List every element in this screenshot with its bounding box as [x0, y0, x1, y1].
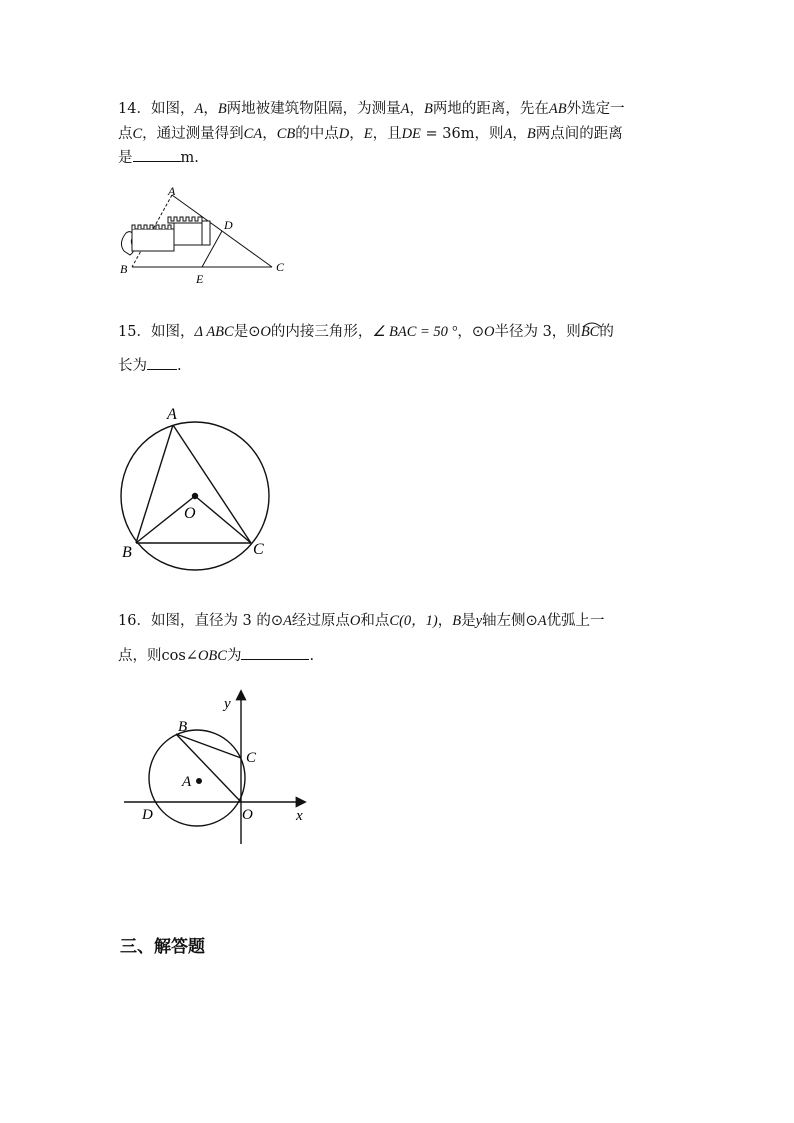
- label-B: B: [178, 719, 188, 735]
- q15-line-2: 长为 .: [118, 355, 182, 376]
- q16-answer-blank: [241, 645, 309, 660]
- label-B: B: [120, 262, 128, 276]
- segment-BC: [176, 734, 241, 758]
- label-A: A: [168, 184, 176, 198]
- label-C: C: [253, 541, 264, 558]
- q15-figure: [110, 400, 285, 570]
- label-A: A: [167, 406, 177, 423]
- label-x: x: [296, 808, 303, 824]
- center-point-O: [192, 493, 198, 499]
- q16-line-2: 点，则cos∠OBC为 .: [118, 645, 314, 666]
- q15-answer-blank: [147, 355, 177, 370]
- circle-A: [149, 730, 245, 826]
- label-B: B: [122, 544, 132, 561]
- segment-AB: [136, 425, 173, 543]
- label-C: C: [246, 750, 257, 766]
- q14-line-2: 点C，通过测量得到CA，CB的中点D，E，且DE = 36m，则A，B两点间的距离: [118, 126, 623, 142]
- label-O: O: [184, 505, 196, 522]
- q16-figure: [118, 688, 318, 848]
- label-D: D: [224, 218, 233, 232]
- q15-line-1: 15．如图，Δ ABC是⊙O的内接三角形，∠ BAC = 50 °，⊙O半径为 3，则BC 的: [118, 322, 614, 342]
- arc-mark-icon: [581, 320, 603, 328]
- label-C: C: [276, 260, 285, 274]
- building-icon: [121, 217, 210, 255]
- segment-AC: [173, 425, 251, 543]
- q14-figure: [110, 183, 300, 293]
- section-heading: 三、解答题: [120, 937, 205, 957]
- label-O: O: [242, 807, 253, 823]
- label-A: A: [182, 774, 192, 790]
- center-point-A: [196, 778, 202, 784]
- q14-answer-blank: [133, 147, 181, 162]
- label-D: D: [142, 807, 153, 823]
- q14-line-1: 14．如图，A，B两地被建筑物阻隔，为测量A，B两地的距离，先在AB外选定一: [118, 101, 625, 117]
- label-E: E: [196, 272, 204, 286]
- label-y: y: [224, 696, 231, 712]
- q16-line-1: 16．如图，直径为 3 的⊙A经过原点O和点C(0，1)，B是y轴左侧⊙A优弧上一: [118, 613, 605, 629]
- arc-BC: BC: [581, 324, 600, 340]
- q14-line-3: 是 m.: [118, 147, 199, 168]
- segment-OC: [195, 496, 251, 543]
